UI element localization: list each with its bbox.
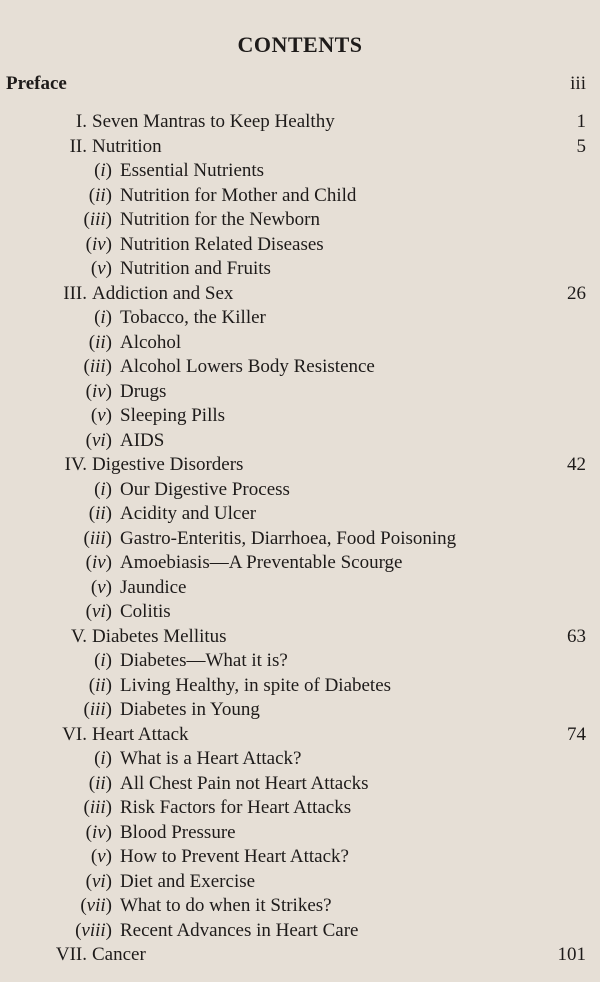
chapter-number: I. <box>75 111 87 132</box>
toc-subsection-row <box>0 429 600 454</box>
toc-subsection-row <box>0 527 600 552</box>
subsection-numeral: i <box>100 650 106 671</box>
chapter-title: Nutrition <box>92 135 162 157</box>
chapter-title: Diabetes Mellitus <box>92 625 227 647</box>
chapter-title: Heart Attack <box>92 723 189 745</box>
subsection-number: (iv) <box>85 233 112 255</box>
toc-subsection-row <box>0 649 600 674</box>
subsection-numeral: ii <box>95 772 106 794</box>
chapter-page-number: 74 <box>567 723 586 745</box>
subsection-numeral: iv <box>91 233 106 255</box>
toc-subsection-row <box>0 233 600 258</box>
subsection-numeral: viii <box>81 919 106 941</box>
subsection-number: (iv) <box>85 380 112 402</box>
subsection-numeral: iv <box>91 821 106 843</box>
subsection-title: How to Prevent Heart Attack? <box>120 846 349 867</box>
preface-label: Preface <box>6 73 67 94</box>
page-title: CONTENTS <box>237 32 363 57</box>
subsection-number: (vi) <box>85 429 112 451</box>
toc-chapter-row <box>0 453 600 478</box>
subsection-number: (ii) <box>88 674 112 696</box>
chapter-number: II. <box>69 135 87 157</box>
toc-subsection-row <box>0 184 600 209</box>
toc-subsection-row <box>0 747 600 772</box>
subsection-number: (ii) <box>88 503 112 524</box>
chapter-number: V. <box>70 625 87 647</box>
subsection-number: (iv) <box>85 821 112 843</box>
subsection-number: (iii) <box>83 209 112 230</box>
toc-subsection-row <box>0 306 600 331</box>
toc-subsection-row <box>0 919 600 944</box>
subsection-numeral: iii <box>89 797 106 818</box>
toc-subsection-row <box>0 821 600 846</box>
subsection-number: (iii) <box>83 797 112 818</box>
subsection-title: Jaundice <box>120 576 187 598</box>
subsection-numeral: ii <box>95 674 106 696</box>
subsection-numeral: i <box>100 478 106 500</box>
subsection-title: Acidity and Ulcer <box>120 503 257 524</box>
subsection-number: (iii) <box>83 699 112 720</box>
chapter-title: Seven Mantras to Keep Healthy <box>92 111 335 132</box>
table-of-contents <box>0 110 600 968</box>
subsection-numeral: v <box>97 405 106 426</box>
chapter-number: VII. <box>55 944 87 965</box>
chapter-number: III. <box>63 282 87 304</box>
toc-subsection-row <box>0 478 600 503</box>
subsection-number: (vii) <box>80 895 112 916</box>
subsection-numeral: ii <box>95 503 106 524</box>
subsection-number: (i) <box>94 307 112 328</box>
subsection-title: Gastro-Enteritis, Diarrhoea, Food Poisoning <box>120 527 457 549</box>
subsection-title: Amoebiasis—A Preventable Scourge <box>120 552 403 573</box>
subsection-title: Our Digestive Process <box>120 478 290 500</box>
subsection-title: Diabetes—What it is? <box>120 650 288 671</box>
subsection-numeral: vi <box>91 870 106 892</box>
subsection-title: Blood Pressure <box>120 821 236 843</box>
subsection-title: What is a Heart Attack? <box>120 748 302 769</box>
subsection-numeral: vii <box>86 895 106 916</box>
chapter-page-number: 1 <box>576 111 586 132</box>
chapter-page-number: 63 <box>567 625 586 647</box>
subsection-title: Colitis <box>120 601 171 622</box>
subsection-title: AIDS <box>120 429 165 451</box>
toc-subsection-row <box>0 796 600 821</box>
subsection-title: Nutrition and Fruits <box>120 258 271 279</box>
subsection-number: (i) <box>94 748 112 769</box>
subsection-title: Recent Advances in Heart Care <box>120 919 359 941</box>
subsection-title: Diet and Exercise <box>120 870 256 892</box>
toc-subsection-row <box>0 576 600 601</box>
subsection-numeral: vi <box>91 429 106 451</box>
toc-subsection-row <box>0 355 600 380</box>
subsection-number: (i) <box>94 478 112 500</box>
chapter-page-number: 42 <box>567 454 586 475</box>
subsection-numeral: i <box>100 748 106 769</box>
subsection-number: (ii) <box>88 772 112 794</box>
subsection-title: Alcohol Lowers Body Resistence <box>120 356 375 377</box>
toc-subsection-row <box>0 502 600 527</box>
toc-chapter-row <box>0 110 600 135</box>
subsection-title: Tobacco, the Killer <box>120 307 266 328</box>
chapter-number: VI. <box>62 723 87 745</box>
toc-subsection-row <box>0 208 600 233</box>
chapter-page-number: 101 <box>557 944 586 965</box>
toc-subsection-row <box>0 331 600 356</box>
toc-subsection-row <box>0 698 600 723</box>
toc-chapter-row <box>0 625 600 650</box>
subsection-title: All Chest Pain not Heart Attacks <box>120 772 369 794</box>
preface-page-number: iii <box>570 73 586 94</box>
toc-chapter-row <box>0 135 600 160</box>
chapter-title: Digestive Disorders <box>92 454 244 475</box>
subsection-number: (v) <box>90 576 112 598</box>
toc-subsection-row <box>0 772 600 797</box>
subsection-number: (i) <box>94 160 112 181</box>
chapter-page-number: 26 <box>567 282 586 304</box>
subsection-title: What to do when it Strikes? <box>120 895 332 916</box>
subsection-title: Diabetes in Young <box>120 699 260 720</box>
toc-subsection-row <box>0 870 600 895</box>
subsection-numeral: v <box>97 258 106 279</box>
toc-subsection-row <box>0 600 600 625</box>
subsection-title: Drugs <box>120 380 167 402</box>
subsection-title: Alcohol <box>120 331 182 353</box>
subsection-title: Nutrition for the Newborn <box>120 209 320 230</box>
subsection-numeral: v <box>97 846 106 867</box>
subsection-number: (iv) <box>85 552 112 573</box>
subsection-numeral: iv <box>91 552 106 573</box>
subsection-numeral: iv <box>91 380 106 402</box>
subsection-number: (v) <box>90 258 112 279</box>
toc-subsection-row <box>0 551 600 576</box>
subsection-numeral: iii <box>89 356 106 377</box>
subsection-numeral: v <box>97 576 106 598</box>
chapter-title: Cancer <box>92 944 146 965</box>
subsection-numeral: ii <box>95 184 106 206</box>
subsection-title: Nutrition Related Diseases <box>120 233 324 255</box>
subsection-number: (v) <box>90 846 112 867</box>
subsection-numeral: i <box>100 160 106 181</box>
chapter-page-number: 5 <box>576 135 586 157</box>
toc-subsection-row <box>0 674 600 699</box>
subsection-title: Essential Nutrients <box>120 160 265 181</box>
subsection-number: (viii) <box>75 919 112 941</box>
subsection-numeral: vi <box>91 601 106 622</box>
toc-subsection-row <box>0 159 600 184</box>
subsection-number: (ii) <box>88 331 112 353</box>
toc-subsection-row <box>0 894 600 919</box>
subsection-number: (iii) <box>83 527 112 549</box>
subsection-number: (v) <box>90 405 112 426</box>
subsection-number: (i) <box>94 650 112 671</box>
subsection-title: Nutrition for Mother and Child <box>120 184 357 206</box>
toc-subsection-row <box>0 257 600 282</box>
subsection-numeral: i <box>100 307 106 328</box>
preface-entry <box>6 73 586 95</box>
chapter-title: Addiction and Sex <box>92 282 234 304</box>
toc-chapter-row <box>0 943 600 968</box>
subsection-numeral: iii <box>89 527 106 549</box>
chapter-number: IV. <box>64 454 87 475</box>
subsection-title: Sleeping Pills <box>120 405 226 426</box>
subsection-number: (vi) <box>85 870 112 892</box>
subsection-numeral: iii <box>89 209 106 230</box>
subsection-number: (iii) <box>83 356 112 377</box>
subsection-title: Living Healthy, in spite of Diabetes <box>120 674 392 696</box>
toc-subsection-row <box>0 404 600 429</box>
toc-subsection-row <box>0 380 600 405</box>
toc-chapter-row <box>0 723 600 748</box>
toc-chapter-row <box>0 282 600 307</box>
subsection-numeral: iii <box>89 699 106 720</box>
subsection-title: Risk Factors for Heart Attacks <box>120 797 352 818</box>
subsection-number: (vi) <box>85 601 112 622</box>
toc-subsection-row <box>0 845 600 870</box>
subsection-numeral: ii <box>95 331 106 353</box>
subsection-number: (ii) <box>88 184 112 206</box>
